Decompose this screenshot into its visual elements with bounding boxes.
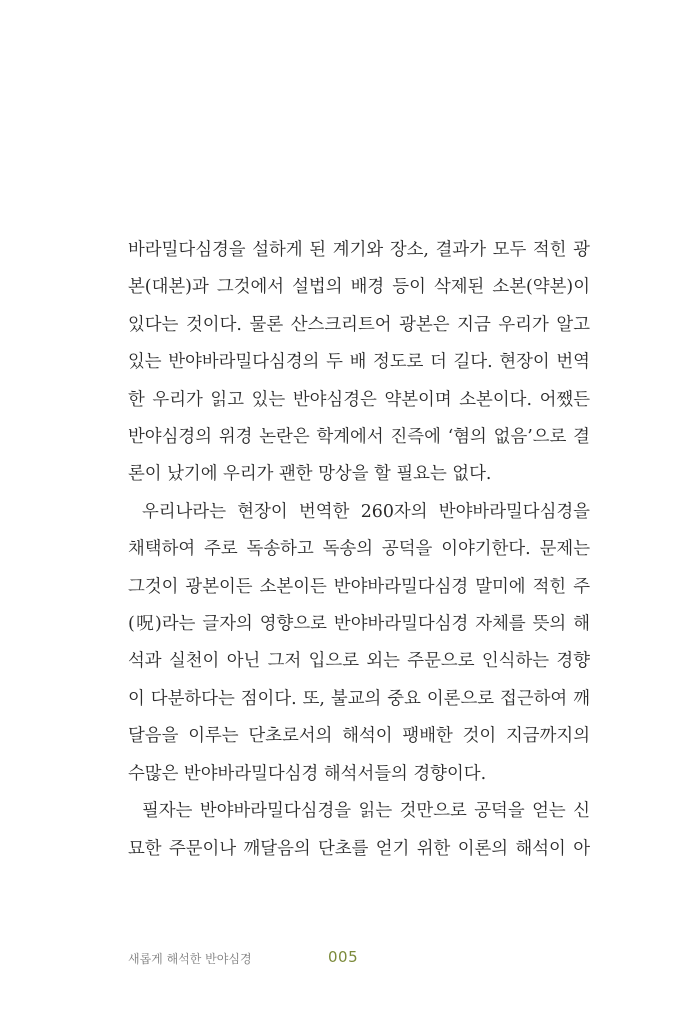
text-line: (呪)라는 글자의 영향으로 반야바라밀다심경 자체를 뜻의 해: [128, 614, 590, 635]
page-footer: [0, 948, 691, 972]
text-line: 묘한 주문이나 깨달음의 단초를 얻기 위한 이론의 해석이 아: [128, 838, 590, 859]
text-line: 있다는 것이다. 물론 산스크리트어 광본은 지금 우리가 알고: [128, 314, 590, 335]
text-line: 필자는 반야바라밀다심경을 읽는 것만으로 공덕을 얻는 신: [142, 801, 590, 822]
text-line: 채택하여 주로 독송하고 독송의 공덕을 이야기한다. 문제는: [128, 539, 590, 560]
text-line: 수많은 반야바라밀다심경 해석서들의 경향이다.: [128, 763, 487, 784]
running-title: 새롭게 해석한 반야심경: [128, 952, 252, 966]
text-line: 달음을 이루는 단초로서의 해석이 팽배한 것이 지금까지의: [128, 726, 590, 747]
text-line: 있는 반야바라밀다심경의 두 배 정도로 더 길다. 현장이 번역: [128, 352, 590, 373]
text-line: 이 다분하다는 점이다. 또, 불교의 중요 이론으로 접근하여 깨: [128, 688, 590, 709]
body-text: [128, 232, 590, 868]
text-line: 석과 실천이 아닌 그저 입으로 외는 주문으로 인식하는 경향: [128, 651, 590, 672]
page-number: 005: [328, 948, 359, 966]
text-line: 본(대본)과 그것에서 설법의 배경 등이 삭제된 소본(약본)이: [128, 277, 590, 298]
text-line: 반야심경의 위경 논란은 학계에서 진즉에 ‘혐의 없음’으로 결: [128, 427, 590, 448]
text-line: 론이 났기에 우리가 괜한 망상을 할 필요는 없다.: [128, 464, 492, 485]
text-line: 바라밀다심경을 설하게 된 계기와 장소, 결과가 모두 적힌 광: [128, 240, 590, 260]
text-line: 한 우리가 읽고 있는 반야심경은 약본이며 소본이다. 어쨌든: [128, 389, 590, 410]
text-line: 우리나라는 현장이 번역한 260자의 반야바라밀다심경을: [142, 501, 590, 522]
text-line: 그것이 광본이든 소본이든 반야바라밀다심경 말미에 적힌 주: [128, 576, 590, 597]
